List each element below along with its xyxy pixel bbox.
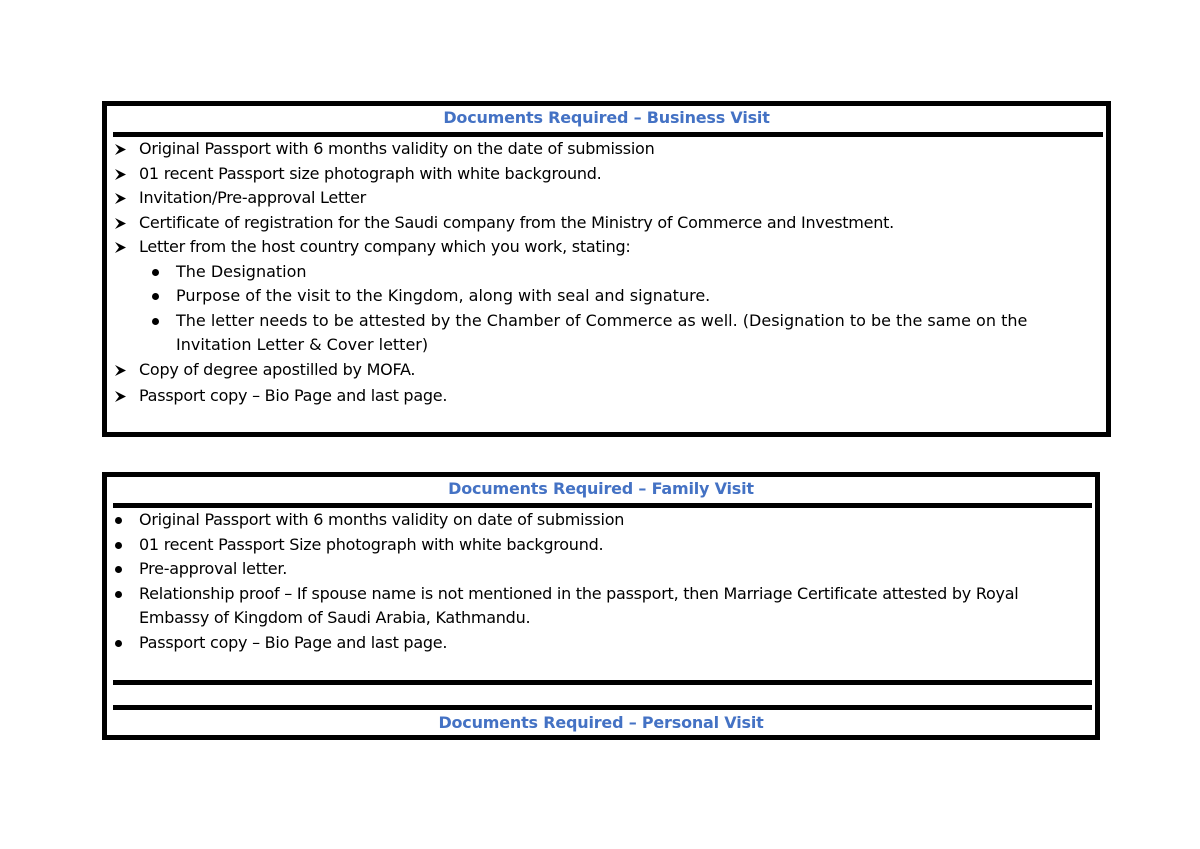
arrow-bullet-icon	[114, 235, 132, 254]
personal-visit-section	[107, 680, 1095, 735]
list-item: Passport copy – Bio Page and last page.	[107, 631, 1095, 656]
list-item: Letter from the host country company which you work, stating:	[107, 235, 1106, 260]
bullet-dot-icon	[152, 293, 159, 300]
list-item: 01 recent Passport size photograph with white background.	[107, 162, 1106, 187]
list-item: Pre-approval letter.	[107, 557, 1095, 582]
list-item: Relationship proof – If spouse name is not mentioned in the passport, then Marriage Certificate attested by Royal Embassy of Kingdom of Saudi Arabia, Kathmandu.	[107, 582, 1095, 631]
family-visit-box	[102, 472, 1100, 740]
business-visit-title: Documents Required – Business Visit	[443, 108, 770, 127]
list-item: 01 recent Passport Size photograph with white background.	[107, 533, 1095, 558]
arrow-bullet-icon	[114, 358, 132, 377]
bullet-dot-icon	[115, 640, 122, 647]
bullet-dot-icon	[152, 318, 159, 325]
bullet-dot-icon	[152, 269, 159, 276]
list-item: Certificate of registration for the Saudi company from the Ministry of Commerce and Investment.	[107, 211, 1106, 236]
bullet-dot-icon	[115, 542, 122, 549]
letter-details-list	[107, 260, 1106, 358]
arrow-bullet-icon	[114, 137, 132, 156]
arrow-bullet-icon	[114, 162, 132, 181]
list-item: Purpose of the visit to the Kingdom, along with seal and signature.	[107, 284, 1106, 309]
family-visit-title: Documents Required – Family Visit	[448, 479, 754, 498]
arrow-bullet-icon	[114, 384, 132, 403]
list-item: Original Passport with 6 months validity on date of submission	[107, 508, 1095, 533]
list-item: Passport copy – Bio Page and last page.	[107, 384, 1106, 409]
bullet-dot-icon	[115, 517, 122, 524]
family-requirements-list	[107, 508, 1095, 655]
arrow-bullet-icon	[114, 186, 132, 205]
list-item: Invitation/Pre-approval Letter	[107, 186, 1106, 211]
business-visit-box	[102, 101, 1111, 437]
list-item: Original Passport with 6 months validity on the date of submission	[107, 137, 1106, 162]
list-item: Copy of degree apostilled by MOFA.	[107, 358, 1106, 383]
list-item: The letter needs to be attested by the Chamber of Commerce as well. (Designation to be the same on the Invitation Letter & Cover letter)	[107, 309, 1106, 358]
business-requirements-list	[107, 137, 1106, 260]
business-requirements-list-continued	[107, 358, 1106, 409]
bullet-dot-icon	[115, 566, 122, 573]
bullet-dot-icon	[115, 591, 122, 598]
list-item: The Designation	[107, 260, 1106, 285]
arrow-bullet-icon	[114, 211, 132, 230]
personal-visit-title: Documents Required – Personal Visit	[438, 713, 764, 732]
